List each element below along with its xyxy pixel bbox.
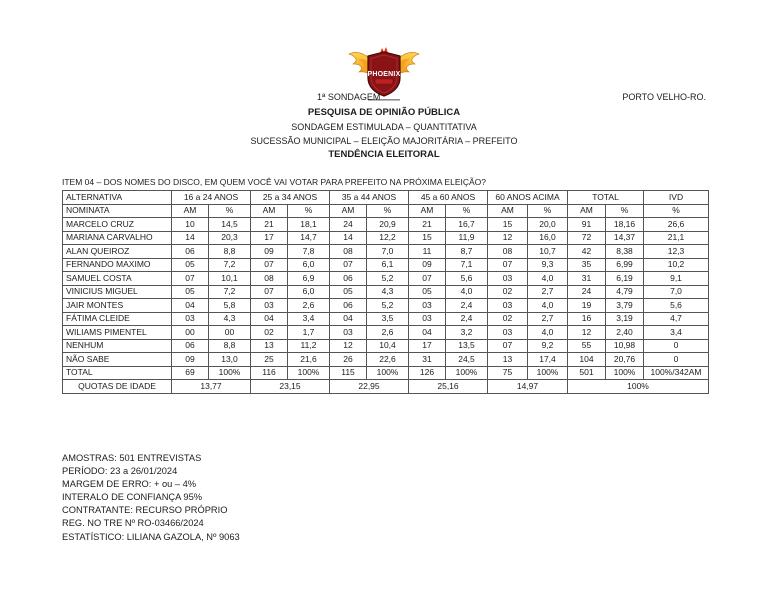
value-cell: 03 bbox=[488, 299, 528, 313]
value-cell: 15 bbox=[488, 218, 528, 232]
value-cell: 14,7 bbox=[288, 231, 330, 245]
value-cell: 15 bbox=[409, 231, 446, 245]
value-cell: 6,19 bbox=[606, 272, 644, 286]
candidate-row bbox=[63, 285, 709, 299]
candidate-row bbox=[63, 218, 709, 232]
value-cell: 5,6 bbox=[446, 272, 488, 286]
value-cell: 5,2 bbox=[367, 299, 409, 313]
header-top-line bbox=[0, 92, 768, 105]
subheader-cell: AM bbox=[488, 204, 528, 218]
value-cell: 20,76 bbox=[606, 353, 644, 367]
subheader-cell: AM bbox=[172, 204, 209, 218]
table-header-row-groups bbox=[63, 191, 709, 205]
value-cell: 2,6 bbox=[288, 299, 330, 313]
subtitle-methodology: SONDAGEM ESTIMULADA – QUANTITATIVA bbox=[291, 122, 477, 132]
value-cell: 26 bbox=[330, 353, 367, 367]
phoenix-ribbon-icon bbox=[375, 79, 393, 84]
header-age-16-24: 16 a 24 ANOS bbox=[172, 191, 251, 205]
row-label: FERNANDO MAXIMO bbox=[63, 258, 172, 272]
value-cell: 08 bbox=[330, 245, 367, 259]
value-cell: 0 bbox=[644, 353, 709, 367]
value-cell: 12,3 bbox=[644, 245, 709, 259]
value-cell: 12,2 bbox=[367, 231, 409, 245]
quota-value: 25,16 bbox=[409, 380, 488, 394]
value-cell: 7,2 bbox=[209, 285, 251, 299]
value-cell: 4,3 bbox=[367, 285, 409, 299]
value-cell: 10,2 bbox=[644, 258, 709, 272]
subheader-cell: % bbox=[644, 204, 709, 218]
value-cell: 09 bbox=[251, 245, 288, 259]
value-cell: 03 bbox=[409, 299, 446, 313]
value-cell: 100% bbox=[446, 366, 488, 380]
value-cell: 42 bbox=[568, 245, 606, 259]
technical-info-block bbox=[62, 452, 240, 544]
subtitle-scope: SUCESSÃO MUNICIPAL – ELEIÇÃO MAJORITÁRIA – PREFEITO bbox=[250, 136, 518, 146]
row-label: MARCELO CRUZ bbox=[63, 218, 172, 232]
subheader-cell: % bbox=[367, 204, 409, 218]
value-cell: 09 bbox=[409, 258, 446, 272]
value-cell: 69 bbox=[172, 366, 209, 380]
row-label: TOTAL bbox=[63, 366, 172, 380]
candidate-row bbox=[63, 339, 709, 353]
value-cell: 20,0 bbox=[528, 218, 568, 232]
value-cell: 14 bbox=[172, 231, 209, 245]
footer-registration: REG. NO TRE Nº RO-03466/2024 bbox=[62, 518, 204, 529]
value-cell: 13,0 bbox=[209, 353, 251, 367]
subheader-cell: % bbox=[528, 204, 568, 218]
quota-value: 13,77 bbox=[172, 380, 251, 394]
value-cell: 9,2 bbox=[528, 339, 568, 353]
quota-value: 22,95 bbox=[330, 380, 409, 394]
value-cell: 25 bbox=[251, 353, 288, 367]
value-cell: 75 bbox=[488, 366, 528, 380]
row-label: WILIAMS PIMENTEL bbox=[63, 326, 172, 340]
value-cell: 2,7 bbox=[528, 312, 568, 326]
candidate-row bbox=[63, 245, 709, 259]
subtitle-trend: TENDÊNCIA ELEITORAL bbox=[328, 149, 440, 160]
value-cell: 00 bbox=[209, 326, 251, 340]
value-cell: 0 bbox=[644, 339, 709, 353]
value-cell: 13 bbox=[251, 339, 288, 353]
value-cell: 4,7 bbox=[644, 312, 709, 326]
value-cell: 91 bbox=[568, 218, 606, 232]
subheader-cell: % bbox=[288, 204, 330, 218]
value-cell: 10,98 bbox=[606, 339, 644, 353]
value-cell: 100%/342AM bbox=[644, 366, 709, 380]
value-cell: 08 bbox=[488, 245, 528, 259]
value-cell: 17 bbox=[251, 231, 288, 245]
candidate-row bbox=[63, 231, 709, 245]
row-label: VINICIUS MIGUEL bbox=[63, 285, 172, 299]
value-cell: 17 bbox=[409, 339, 446, 353]
row-label: JAIR MONTES bbox=[63, 299, 172, 313]
header-age-25-34: 25 a 34 ANOS bbox=[251, 191, 330, 205]
value-cell: 06 bbox=[330, 299, 367, 313]
value-cell: 04 bbox=[330, 312, 367, 326]
value-cell: 3,5 bbox=[367, 312, 409, 326]
value-cell: 7,0 bbox=[644, 285, 709, 299]
value-cell: 03 bbox=[330, 326, 367, 340]
value-cell: 12 bbox=[330, 339, 367, 353]
value-cell: 05 bbox=[172, 285, 209, 299]
value-cell: 10 bbox=[172, 218, 209, 232]
value-cell: 72 bbox=[568, 231, 606, 245]
value-cell: 03 bbox=[172, 312, 209, 326]
value-cell: 13,5 bbox=[446, 339, 488, 353]
value-cell: 3,19 bbox=[606, 312, 644, 326]
value-cell: 8,8 bbox=[209, 245, 251, 259]
value-cell: 16 bbox=[568, 312, 606, 326]
value-cell: 07 bbox=[172, 272, 209, 286]
value-cell: 12 bbox=[488, 231, 528, 245]
value-cell: 18,16 bbox=[606, 218, 644, 232]
subheader-cell: AM bbox=[251, 204, 288, 218]
value-cell: 100% bbox=[528, 366, 568, 380]
value-cell: 06 bbox=[330, 272, 367, 286]
value-cell: 35 bbox=[568, 258, 606, 272]
value-cell: 126 bbox=[409, 366, 446, 380]
value-cell: 04 bbox=[251, 312, 288, 326]
value-cell: 3,4 bbox=[288, 312, 330, 326]
value-cell: 10,4 bbox=[367, 339, 409, 353]
value-cell: 21,6 bbox=[288, 353, 330, 367]
value-cell: 5,6 bbox=[644, 299, 709, 313]
value-cell: 8,38 bbox=[606, 245, 644, 259]
row-label: SAMUEL COSTA bbox=[63, 272, 172, 286]
value-cell: 14 bbox=[330, 231, 367, 245]
value-cell: 5,2 bbox=[367, 272, 409, 286]
value-cell: 6,0 bbox=[288, 258, 330, 272]
value-cell: 07 bbox=[488, 339, 528, 353]
value-cell: 03 bbox=[409, 312, 446, 326]
footer-samples: AMOSTRAS: 501 ENTREVISTAS bbox=[62, 453, 202, 463]
value-cell: 6,9 bbox=[288, 272, 330, 286]
value-cell: 24,5 bbox=[446, 353, 488, 367]
header-age-35-44: 35 a 44 ANOS bbox=[330, 191, 409, 205]
value-cell: 3,2 bbox=[446, 326, 488, 340]
value-cell: 11,2 bbox=[288, 339, 330, 353]
value-cell: 16,7 bbox=[446, 218, 488, 232]
value-cell: 115 bbox=[330, 366, 367, 380]
value-cell: 100% bbox=[367, 366, 409, 380]
total-row bbox=[63, 366, 709, 380]
value-cell: 07 bbox=[488, 258, 528, 272]
row-label: NENHUM bbox=[63, 339, 172, 353]
value-cell: 8,7 bbox=[446, 245, 488, 259]
value-cell: 24 bbox=[568, 285, 606, 299]
value-cell: 26,6 bbox=[644, 218, 709, 232]
value-cell: 10,7 bbox=[528, 245, 568, 259]
value-cell: 6,99 bbox=[606, 258, 644, 272]
value-cell: 11 bbox=[409, 245, 446, 259]
value-cell: 02 bbox=[488, 285, 528, 299]
value-cell: 4,0 bbox=[528, 299, 568, 313]
value-cell: 6,0 bbox=[288, 285, 330, 299]
row-label: MARIANA CARVALHO bbox=[63, 231, 172, 245]
value-cell: 7,0 bbox=[367, 245, 409, 259]
value-cell: 21 bbox=[251, 218, 288, 232]
quota-value: 23,15 bbox=[251, 380, 330, 394]
row-label: ALAN QUEIROZ bbox=[63, 245, 172, 259]
quota-value: 100% bbox=[568, 380, 709, 394]
subheader-cell: % bbox=[606, 204, 644, 218]
value-cell: 00 bbox=[172, 326, 209, 340]
value-cell: 09 bbox=[172, 353, 209, 367]
footer-confidence: INTERALO DE CONFIANÇA 95% bbox=[62, 492, 203, 503]
header-nominata: NOMINATA bbox=[63, 204, 172, 218]
footer-statistician: ESTATÍSTICO: LILIANA GAZOLA, Nº 9063 bbox=[62, 531, 240, 542]
value-cell: 19 bbox=[568, 299, 606, 313]
value-cell: 2,7 bbox=[528, 285, 568, 299]
subheader-cell: % bbox=[209, 204, 251, 218]
candidate-row bbox=[63, 353, 709, 367]
row-label: FÁTIMA CLEIDE bbox=[63, 312, 172, 326]
candidate-row bbox=[63, 299, 709, 313]
document-title: PESQUISA DE OPINIÃO PÚBLICA bbox=[307, 107, 461, 118]
value-cell: 05 bbox=[330, 285, 367, 299]
item-question-label: ITEM 04 – DOS NOMES DO DISCO, EM QUEM VOCÊ VAI VOTAR PARA PREFEITO NA PRÓXIMA ELEIÇÃO? bbox=[62, 177, 486, 187]
value-cell: 13 bbox=[488, 353, 528, 367]
table-header-row-sub bbox=[63, 204, 709, 218]
value-cell: 104 bbox=[568, 353, 606, 367]
value-cell: 12 bbox=[568, 326, 606, 340]
results-table bbox=[62, 190, 709, 394]
value-cell: 06 bbox=[172, 339, 209, 353]
value-cell: 1,7 bbox=[288, 326, 330, 340]
value-cell: 100% bbox=[606, 366, 644, 380]
value-cell: 07 bbox=[251, 285, 288, 299]
value-cell: 03 bbox=[251, 299, 288, 313]
value-cell: 4,79 bbox=[606, 285, 644, 299]
value-cell: 4,0 bbox=[446, 285, 488, 299]
value-cell: 06 bbox=[172, 245, 209, 259]
value-cell: 20,9 bbox=[367, 218, 409, 232]
value-cell: 14,37 bbox=[606, 231, 644, 245]
value-cell: 4,0 bbox=[528, 272, 568, 286]
phoenix-logo-text: PHOENIX bbox=[367, 71, 401, 78]
value-cell: 5,8 bbox=[209, 299, 251, 313]
value-cell: 2,4 bbox=[446, 299, 488, 313]
value-cell: 20,3 bbox=[209, 231, 251, 245]
value-cell: 18,1 bbox=[288, 218, 330, 232]
header-ivd: IVD bbox=[644, 191, 709, 205]
value-cell: 501 bbox=[568, 366, 606, 380]
candidate-row bbox=[63, 312, 709, 326]
value-cell: 7,2 bbox=[209, 258, 251, 272]
value-cell: 9,1 bbox=[644, 272, 709, 286]
value-cell: 07 bbox=[330, 258, 367, 272]
value-cell: 10,1 bbox=[209, 272, 251, 286]
city-label: PORTO VELHO-RO. bbox=[622, 92, 706, 102]
value-cell: 6,1 bbox=[367, 258, 409, 272]
row-label: NÃO SABE bbox=[63, 353, 172, 367]
header-alternativa: ALTERNATIVA bbox=[63, 191, 172, 205]
footer-period: PERÍODO: 23 a 26/01/2024 bbox=[62, 466, 178, 477]
subheader-cell: AM bbox=[409, 204, 446, 218]
value-cell: 17,4 bbox=[528, 353, 568, 367]
value-cell: 31 bbox=[568, 272, 606, 286]
value-cell: 04 bbox=[172, 299, 209, 313]
value-cell: 3,79 bbox=[606, 299, 644, 313]
value-cell: 2,40 bbox=[606, 326, 644, 340]
value-cell: 21,1 bbox=[644, 231, 709, 245]
value-cell: 4,0 bbox=[528, 326, 568, 340]
value-cell: 24 bbox=[330, 218, 367, 232]
footer-margin-error: MARGEM DE ERRO: + ou – 4% bbox=[62, 479, 197, 490]
value-cell: 04 bbox=[409, 326, 446, 340]
value-cell: 3,4 bbox=[644, 326, 709, 340]
value-cell: 7,8 bbox=[288, 245, 330, 259]
value-cell: 116 bbox=[251, 366, 288, 380]
value-cell: 8,8 bbox=[209, 339, 251, 353]
value-cell: 05 bbox=[172, 258, 209, 272]
value-cell: 16,0 bbox=[528, 231, 568, 245]
value-cell: 03 bbox=[488, 326, 528, 340]
header-total: TOTAL bbox=[568, 191, 644, 205]
subheader-cell: AM bbox=[568, 204, 606, 218]
value-cell: 2,6 bbox=[367, 326, 409, 340]
value-cell: 02 bbox=[251, 326, 288, 340]
footer-contractor: CONTRATANTE: RECURSO PRÓPRIO bbox=[62, 505, 228, 516]
value-cell: 7,1 bbox=[446, 258, 488, 272]
value-cell: 07 bbox=[251, 258, 288, 272]
survey-number-label: 1ª SONDAGEM bbox=[317, 92, 381, 102]
value-cell: 21 bbox=[409, 218, 446, 232]
quotas-label: QUOTAS DE IDADE bbox=[63, 380, 172, 394]
value-cell: 9,3 bbox=[528, 258, 568, 272]
candidate-row bbox=[63, 258, 709, 272]
subheader-cell: % bbox=[446, 204, 488, 218]
value-cell: 02 bbox=[488, 312, 528, 326]
value-cell: 4,3 bbox=[209, 312, 251, 326]
results-table-wrap bbox=[62, 190, 709, 394]
candidate-row bbox=[63, 326, 709, 340]
value-cell: 55 bbox=[568, 339, 606, 353]
value-cell: 07 bbox=[409, 272, 446, 286]
value-cell: 100% bbox=[209, 366, 251, 380]
value-cell: 08 bbox=[251, 272, 288, 286]
header-title-block bbox=[0, 106, 768, 162]
value-cell: 100% bbox=[288, 366, 330, 380]
candidate-row bbox=[63, 272, 709, 286]
value-cell: 2,4 bbox=[446, 312, 488, 326]
quotas-row bbox=[63, 380, 709, 394]
value-cell: 14,5 bbox=[209, 218, 251, 232]
quota-value: 14,97 bbox=[488, 380, 568, 394]
value-cell: 03 bbox=[488, 272, 528, 286]
header-age-45-60: 45 a 60 ANOS bbox=[409, 191, 488, 205]
header-age-60-plus: 60 ANOS ACIMA bbox=[488, 191, 568, 205]
value-cell: 05 bbox=[409, 285, 446, 299]
value-cell: 11,9 bbox=[446, 231, 488, 245]
value-cell: 22,6 bbox=[367, 353, 409, 367]
subheader-cell: AM bbox=[330, 204, 367, 218]
value-cell: 31 bbox=[409, 353, 446, 367]
